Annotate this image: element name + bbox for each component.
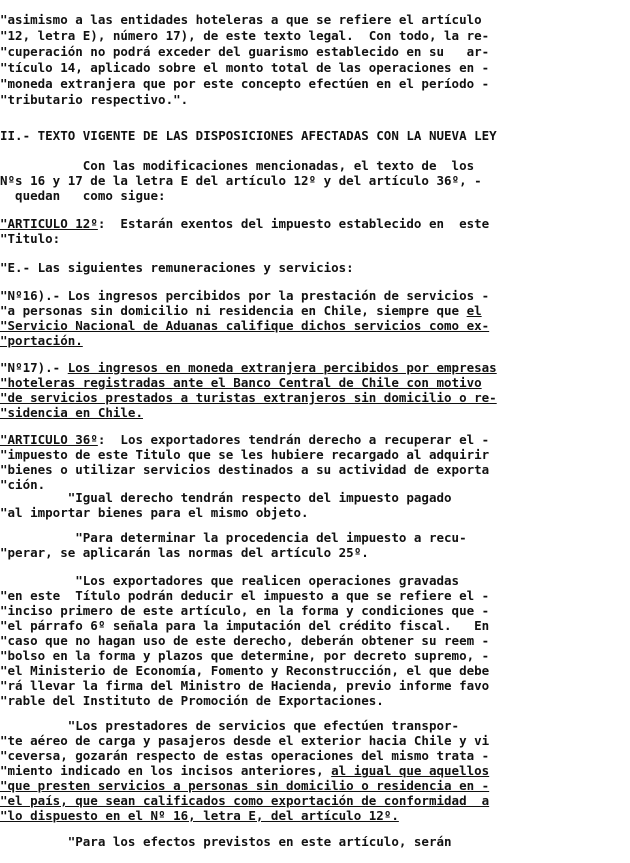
text-line: "en este Título podrán deducir el impuesto a que se refiere el - <box>0 588 490 603</box>
text-line: "ción. <box>0 477 46 492</box>
underlined-text: "lo dispuesto en el Nº 16, letra E, del artículo 12º. <box>0 808 399 823</box>
text-line: "el párrafo 6º señala para la imputación del crédito fiscal. En <box>0 618 490 633</box>
text-line: "perar, se aplicarán las normas del artículo 25º. <box>0 545 369 560</box>
text-line: "el Ministerio de Economía, Fomento y Reconstrucción, el que debe <box>0 663 490 678</box>
underlined-text: "el país, que sean calificados como exportación de conformidad a <box>0 793 490 808</box>
text-line: "12, letra E), número 17), de este texto legal. Con todo, la re- <box>0 28 490 43</box>
text-line: "inciso primero de este artículo, en la forma y condiciones que - <box>0 603 490 618</box>
text-line: "al importar bienes para el mismo objeto. <box>0 505 309 520</box>
text-span: "a personas sin domicilio ni residencia en Chile, siempre que <box>0 303 467 318</box>
underlined-text: Los ingresos en moneda extranjera percibidos por empresas <box>67 360 497 375</box>
text-line <box>0 360 497 375</box>
text-span: "Nº17).- <box>0 360 68 375</box>
underlined-text: "de servicios prestados a turistas extranjeros sin domicilio o re- <box>0 390 497 405</box>
text-line: "bienes o utilizar servicios destinados a su actividad de exporta <box>0 462 490 477</box>
underlined-text: "portación. <box>0 333 83 348</box>
article-36-heading <box>0 432 489 447</box>
text-line: "cuperación no podrá exceder del guarismo establecido en su ar- <box>0 44 490 59</box>
text-line: Nºs 16 y 17 de la letra E del artículo 12º y del artículo 36º, - <box>0 173 482 188</box>
text-line: "rable del Instituto de Promoción de Exportaciones. <box>0 693 384 708</box>
underlined-text: "hoteleras registradas ante el Banco Central de Chile con motivo <box>0 375 482 390</box>
text-line: "te aéreo de carga y pasajeros desde el exterior hacia Chile y vi <box>0 733 490 748</box>
underlined-text: al igual que aquellos <box>331 763 490 778</box>
text-line: "bolso en la forma y plazos que determine, por decreto supremo, - <box>0 648 490 663</box>
text-span: : Los exportadores tendrán derecho a recuperar el - <box>97 432 490 447</box>
text-line: "Para los efectos previstos en este artículo, serán <box>0 834 452 849</box>
text-line: "Los prestadores de servicios que efectúen transpor- <box>0 718 460 733</box>
underlined-text: el <box>466 303 482 318</box>
text-line: "tículo 14, aplicado sobre el monto total de las operaciones en - <box>0 60 490 75</box>
underlined-text: "Servicio Nacional de Aduanas califique dichos servicios como ex- <box>0 318 490 333</box>
text-line: "ceversa, gozarán respecto de estas operaciones del mismo trata - <box>0 748 490 763</box>
text-line: "caso que no hagan uso de este derecho, deberán obtener su reem - <box>0 633 490 648</box>
text-line: "E.- Las siguientes remuneraciones y servicios: <box>0 260 354 275</box>
text-line: "tributario respectivo.". <box>0 92 189 107</box>
section-heading: II.- TEXTO VIGENTE DE LAS DISPOSICIONES AFECTADAS CON LA NUEVA LEY <box>0 128 497 143</box>
article-label: "ARTICULO 12º <box>0 216 98 231</box>
text-line: "Los exportadores que realicen operaciones gravadas <box>0 573 460 588</box>
text-line: "rá llevar la firma del Ministro de Hacienda, previo informe favo <box>0 678 490 693</box>
text-line: "Para determinar la procedencia del impuesto a recu- <box>0 530 467 545</box>
text-line: "Igual derecho tendrán respecto del impuesto pagado <box>0 490 452 505</box>
underlined-text: "sidencia en Chile. <box>0 405 143 420</box>
text-line: "impuesto de este Titulo que se les hubiere recargado al adquirir <box>0 447 490 462</box>
article-label: "ARTICULO 36º <box>0 432 98 447</box>
underlined-text: "que presten servicios a personas sin domicilio o residencia en - <box>0 778 490 793</box>
text-line: "Titulo: <box>0 231 61 246</box>
text-line: quedan como sigue: <box>0 188 166 203</box>
text-span: "miento indicado en los incisos anteriores, <box>0 763 332 778</box>
text-line: "moneda extranjera que por este concepto efectúen en el período - <box>0 76 490 91</box>
text-line: "asimismo a las entidades hoteleras a que se refiere el artículo <box>0 12 482 27</box>
text-line: "Nº16).- Los ingresos percibidos por la prestación de servicios - <box>0 288 490 303</box>
text-line <box>0 763 489 778</box>
text-line: Con las modificaciones mencionadas, el texto de los <box>0 158 475 173</box>
text-line <box>0 303 482 318</box>
article-12-heading <box>0 216 489 231</box>
text-span: : Estarán exentos del impuesto establecido en este <box>97 216 490 231</box>
